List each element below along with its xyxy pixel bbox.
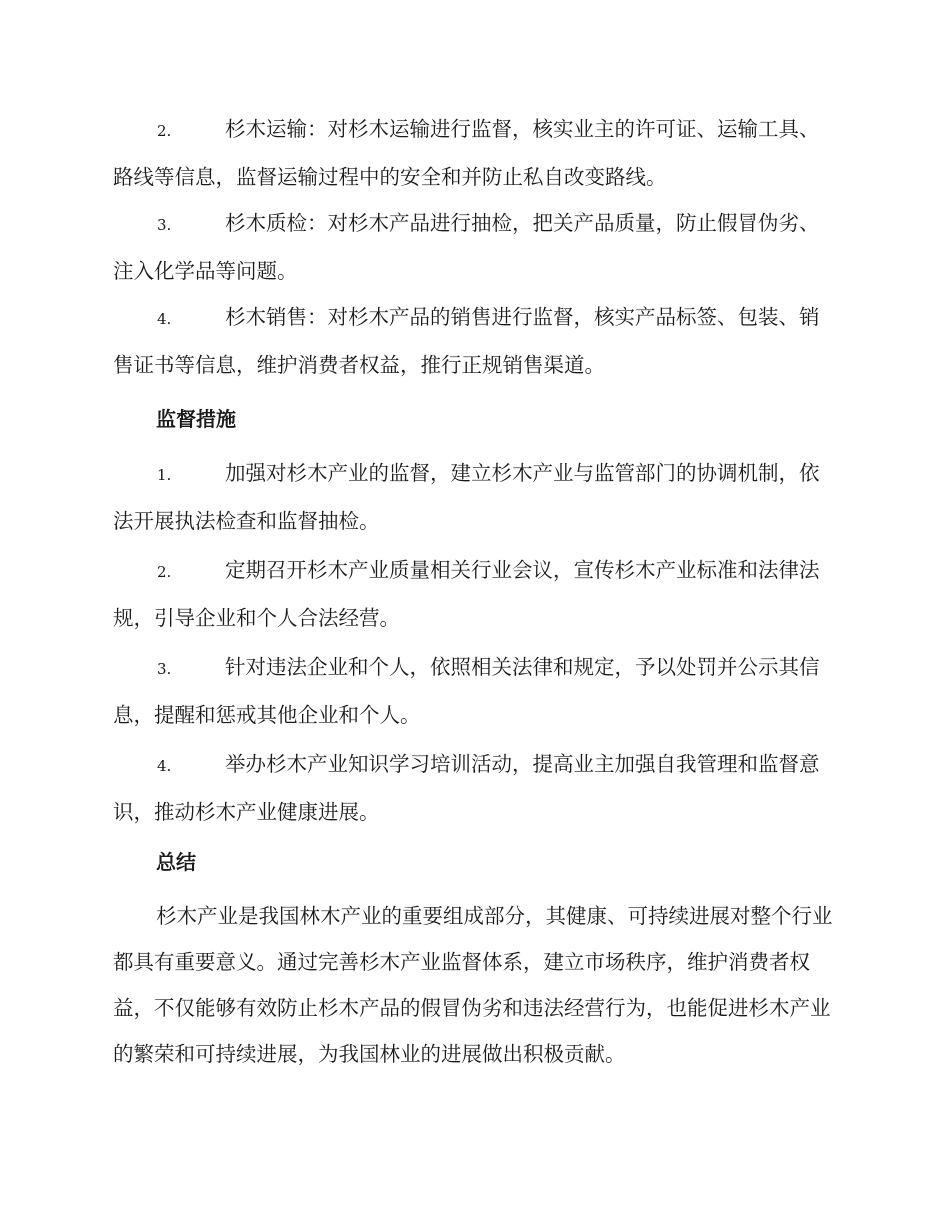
list-item [113, 200, 835, 294]
list-item [113, 106, 835, 200]
list-item-text: 针对违法企业和个人，依照相关法律和规定，予以处罚并公示其信息，提醒和惩戒其他企业和个人。 [113, 655, 820, 727]
list-item-text: 举办杉木产业知识学习培训活动，提高业主加强自我管理和监督意识，推动杉木产业健康进展。 [113, 752, 820, 824]
list-item [113, 644, 835, 738]
list-item [113, 450, 835, 544]
list-item [113, 741, 835, 835]
list-item-text: 加强对杉木产业的监督，建立杉木产业与监管部门的协调机制，依法开展执法检查和监督抽检。 [113, 461, 820, 533]
list-item-number: 3. [157, 216, 172, 234]
list-item-number: 4. [157, 310, 172, 328]
list-item [113, 294, 835, 388]
list-item-number: 1. [157, 466, 172, 484]
summary-paragraph: 杉木产业是我国林木产业的重要组成部分，其健康、可持续进展对整个行业都具有重要意义。通过完善杉木产业监督体系，建立市场秩序，维护消费者权益，不仅能够有效防止杉木产品的假冒伪劣和违法经营行为，也能促进杉木产业的繁荣和可持续进展，为我国林业的进展做出积极贡献。 [113, 904, 833, 1066]
list-item-text: 定期召开杉木产业质量相关行业会议，宣传杉木产业标准和法律法规，引导企业和个人合法经营。 [113, 558, 820, 630]
section-heading-summary: 总结 [156, 850, 196, 874]
list-item-number: 2. [157, 563, 172, 581]
list-item-number: 3. [157, 660, 172, 678]
list-item-text: 杉木运输：对杉木运输进行监督，核实业主的许可证、运输工具、路线等信息，监督运输过程中的安全和并防止私自改变路线。 [113, 117, 820, 189]
list-item-number: 2. [157, 122, 172, 140]
list-item-number: 4. [157, 757, 172, 775]
section-heading-measures: 监督措施 [156, 407, 236, 431]
list-item-text: 杉木销售：对杉木产品的销售进行监督，核实产品标签、包装、销售证书等信息，维护消费者权益，推行正规销售渠道。 [113, 305, 820, 377]
list-item [113, 547, 835, 641]
list-item-text: 杉木质检：对杉木产品进行抽检，把关产品质量，防止假冒伪劣、注入化学品等问题。 [113, 211, 820, 283]
